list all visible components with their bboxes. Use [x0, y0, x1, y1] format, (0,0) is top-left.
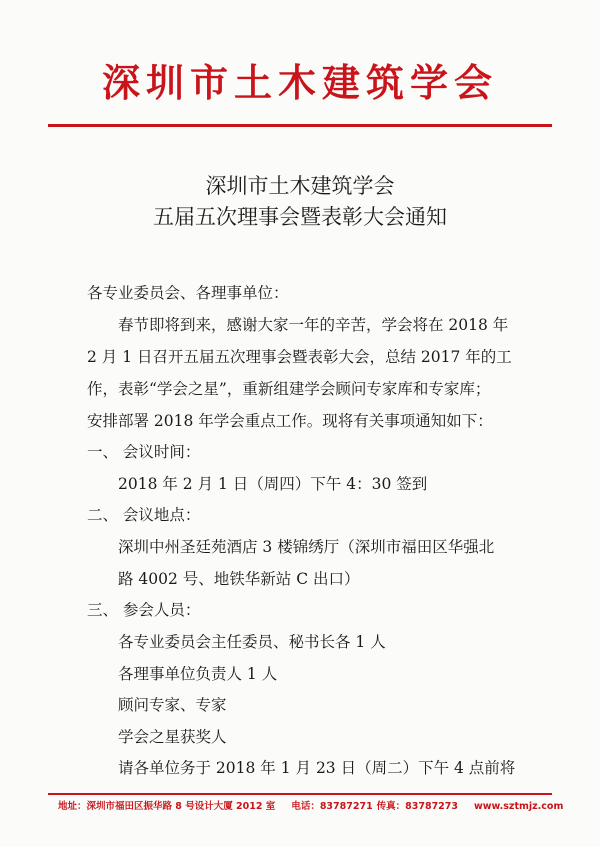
footer-fax: 传真：83787273: [376, 801, 459, 812]
footer-divider: [48, 793, 552, 795]
section-line: 顾问专家、专家: [118, 696, 227, 714]
section-line: 请各单位务于 2018 年 1 月 23 日（周二）下午 4 点前将: [118, 759, 516, 777]
letterhead-divider: [48, 124, 552, 127]
section-heading-attendees: 三、 参会人员：: [87, 601, 201, 619]
section-heading-location: 二、 会议地点：: [87, 506, 201, 524]
section-line: 学会之星获奖人: [118, 728, 227, 746]
salutation: 各专业委员会、各理事单位：: [87, 284, 289, 302]
footer: [58, 798, 564, 812]
document-title-line2: 五届五次理事会暨表彰大会通知: [153, 205, 447, 229]
section-line: 2018 年 2 月 1 日（周四）下午 4：30 签到: [118, 475, 428, 493]
intro-line: 春节即将到来，感谢大家一年的辛苦，学会将在 2018 年: [118, 316, 509, 334]
section-line: 路 4002 号、地铁华新站 C 出口）: [118, 570, 360, 588]
intro-line: 安排部署 2018 年学会重点工作。现将有关事项通知如下：: [87, 412, 493, 430]
footer-website[interactable]: www.sztmjz.com: [473, 801, 564, 812]
section-line: 深圳中州圣廷苑酒店 3 楼锦绣厅（深圳市福田区华强北: [118, 538, 495, 556]
intro-line: 作，表彰“学会之星”，重新组建学会顾问专家库和专家库；: [87, 380, 491, 398]
section-line: 各专业委员会主任委员、秘书长各 1 人: [118, 633, 386, 651]
document-title-line1: 深圳市土木建筑学会: [205, 174, 395, 198]
footer-address: 地址：深圳市福田区振华路 8 号设计大厦 2012 室: [58, 801, 276, 812]
section-line: 各理事单位负责人 1 人: [118, 665, 278, 683]
intro-line: 2 月 1 日召开五届五次理事会暨表彰大会，总结 2017 年的工: [87, 348, 512, 366]
letterhead-org-name: 深圳市土木建筑学会: [101, 60, 498, 105]
footer-phone: 电话：83787271: [291, 801, 373, 812]
section-heading-time: 一、 会议时间：: [87, 443, 201, 461]
